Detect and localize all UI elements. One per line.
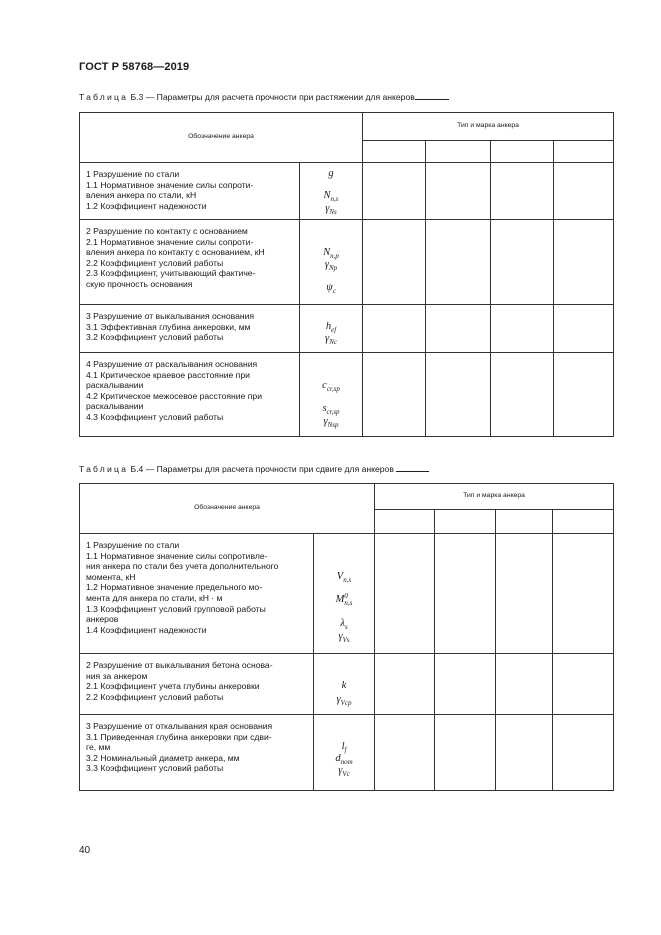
symbol-gamma-ns: $\gamma_{Ns}$	[325, 203, 337, 217]
table-cell	[375, 534, 435, 654]
row-line: 1.1 Нормативное значение силы сопроти-	[86, 179, 254, 190]
row-line: момента, кН	[86, 571, 136, 582]
table-cell	[553, 715, 614, 791]
symbol-d-nom: $d_{nom}$	[335, 753, 353, 767]
row-line: 1 Разрушение по стали	[86, 540, 180, 550]
table-b3-caption-text: Б.3 — Параметры для расчета прочности при растяжении для анкеров	[128, 92, 415, 102]
table-row	[80, 163, 614, 220]
table-b4-row-3-text	[80, 715, 314, 791]
row-line: 1.2 Коэффициент надежности	[86, 200, 207, 211]
row-line: ния за анкером	[86, 670, 148, 681]
table-b3-row-3-symbols	[300, 305, 363, 353]
row-line: 4.1 Критическое краевое расстояние при	[86, 369, 250, 380]
symbol-c-cr-sp: $c_{cr,sp}$	[322, 380, 340, 394]
symbol-m0-n-s: M 0 n,s	[335, 592, 353, 607]
table-cell	[496, 654, 553, 715]
table-b3-type-col-1	[363, 141, 426, 163]
table-cell	[491, 305, 554, 353]
symbol-n-n-s: $N_{n,s}$	[323, 190, 339, 204]
row-line: 1.4 Коэффициент надежности	[86, 624, 207, 635]
row-line: 1.1 Нормативное значение силы сопротивле-	[86, 550, 268, 561]
table-cell	[496, 715, 553, 791]
table-b3-type-col-4	[554, 141, 614, 163]
table-cell	[496, 534, 553, 654]
table-cell	[363, 353, 426, 437]
row-line: 2.1 Нормативное значение силы сопроти-	[86, 236, 254, 247]
table-cell	[426, 220, 491, 305]
symbol-gamma-vc: $\gamma_{Vc}$	[338, 765, 350, 779]
table-cell	[435, 654, 496, 715]
table-b3-row-4-symbols	[300, 353, 363, 437]
table-b4-type-col-4	[553, 510, 614, 534]
table-row	[80, 654, 614, 715]
table-cell	[435, 534, 496, 654]
table-b4	[79, 483, 614, 791]
table-cell	[554, 220, 614, 305]
table-b4-row-1-symbols	[314, 534, 375, 654]
table-cell	[363, 163, 426, 220]
symbol-v-n-s: $V_{n,s}$	[336, 571, 352, 585]
table-cell	[426, 163, 491, 220]
table-b3-header-type: Тип и марка анкера	[363, 113, 614, 141]
row-line: 3.2 Номинальный диаметр анкера, мм	[86, 752, 240, 763]
table-b3-row-3-text	[80, 305, 300, 353]
row-line: 2.3 Коэффициент, учитывающий фактиче-	[86, 268, 256, 279]
table-cell	[554, 305, 614, 353]
table-b3-caption-word: Таблица	[79, 92, 129, 102]
table-b4-caption-blank	[396, 464, 429, 472]
row-line: скую прочность основания	[86, 278, 193, 289]
table-row	[80, 353, 614, 437]
table-b3-type-col-2	[426, 141, 491, 163]
symbol-gamma-nsp: $\gamma_{Nsp}$	[323, 416, 339, 430]
symbol-g: g	[328, 168, 334, 179]
symbol-gamma-vcp: $\gamma_{Vcp}$	[336, 694, 352, 708]
table-cell	[554, 353, 614, 437]
table-cell	[491, 220, 554, 305]
row-line: 1 Разрушение по стали	[86, 169, 180, 179]
row-line: 2 Разрушение по контакту с основанием	[86, 226, 248, 236]
table-b3-row-1-symbols	[300, 163, 363, 220]
table-b3-caption-blank	[415, 92, 449, 100]
row-line: вления анкера по контакту с основанием, кН	[86, 247, 265, 258]
table-b4-row-2-symbols	[314, 654, 375, 715]
table-cell	[363, 305, 426, 353]
table-b4-type-col-2	[435, 510, 496, 534]
table-row	[80, 220, 614, 305]
table-b4-header-type: Тип и марка анкера	[375, 484, 614, 510]
table-cell	[491, 353, 554, 437]
table-b4-row-2-text	[80, 654, 314, 715]
symbol-k: k	[341, 680, 347, 691]
row-line: 3 Разрушение от откалывания края основания	[86, 721, 273, 731]
row-line: 2.2 Коэффициент условий работы	[86, 257, 224, 268]
document-code: ГОСТ Р 58768—2019	[79, 61, 190, 73]
table-b3-row-2-text	[80, 220, 300, 305]
row-line: 2 Разрушение от выкалывания бетона основа-	[86, 660, 273, 670]
table-b3	[79, 112, 614, 437]
table-cell	[426, 353, 491, 437]
table-cell	[491, 163, 554, 220]
table-b3-header-name: Обозначение анкера	[80, 113, 363, 163]
table-cell	[375, 654, 435, 715]
table-b3-row-1-text	[80, 163, 300, 220]
symbol-gamma-np: $\gamma_{Np}$	[324, 259, 338, 273]
row-line: ния анкера по стали без учета дополнительного	[86, 561, 279, 572]
row-line: раскалывании	[86, 380, 144, 391]
symbol-h-ef: $h_{ef}$	[325, 321, 337, 335]
row-line: анкеров	[86, 614, 119, 625]
table-b4-type-col-1	[375, 510, 435, 534]
symbol-gamma-nc: $\gamma_{Nc}$	[325, 333, 337, 347]
symbol-s-cr-sp: $s_{cr,sp}$	[322, 403, 340, 417]
row-line: 3.1 Эффективная глубина анкеровки, мм	[86, 321, 251, 332]
row-line: вления анкера по стали, кН	[86, 190, 197, 201]
table-b3-row-2-symbols	[300, 220, 363, 305]
symbol-psi-c: $\psi_c$	[326, 282, 336, 296]
row-line: раскалывании	[86, 401, 144, 412]
row-line: 4.3 Коэффициент условий работы	[86, 411, 224, 422]
row-line: мента для анкера по стали, кН · м	[86, 592, 223, 603]
row-line: ге, мм	[86, 742, 111, 753]
table-cell	[553, 534, 614, 654]
row-line: 2.1 Коэффициент учета глубины анкеровки	[86, 681, 260, 692]
table-cell	[435, 715, 496, 791]
table-cell	[553, 654, 614, 715]
symbol-l-f: $l_f$	[341, 741, 347, 755]
symbol-n-n-p: $N_{n,p}$	[323, 247, 339, 261]
table-cell	[375, 715, 435, 791]
row-line: 3.2 Коэффициент условий работы	[86, 332, 224, 343]
row-line: 3.3 Коэффициент условий работы	[86, 763, 224, 774]
row-line: 3 Разрушение от выкалывания основания	[86, 311, 255, 321]
symbol-lambda-s: $\lambda_s$	[340, 618, 348, 632]
table-b4-row-3-symbols	[314, 715, 375, 791]
row-line: 4 Разрушение от раскалывания основания	[86, 359, 258, 369]
table-b4-caption-word: Таблица	[79, 464, 129, 474]
table-row	[80, 715, 614, 791]
table-row	[80, 534, 614, 654]
row-line: 1.3 Коэффициент условий групповой работы	[86, 603, 266, 614]
table-cell	[554, 163, 614, 220]
table-b3-caption	[79, 92, 449, 102]
table-b4-header-name: Обозначение анкера	[80, 484, 375, 534]
table-b4-caption	[79, 464, 429, 474]
row-line: 1.2 Нормативное значение предельного мо-	[86, 582, 263, 593]
table-cell	[426, 305, 491, 353]
table-b4-type-col-3	[496, 510, 553, 534]
row-line: 4.2 Критическое межосевое расстояние при	[86, 390, 262, 401]
table-row	[80, 305, 614, 353]
row-line: 2.2 Коэффициент условий работы	[86, 691, 224, 702]
table-b3-type-col-3	[491, 141, 554, 163]
table-b3-row-4-text	[80, 353, 300, 437]
row-line: 3.1 Приведенная глубина анкеровки при сдви-	[86, 731, 272, 742]
page-number: 40	[79, 845, 91, 856]
symbol-gamma-vs: $\gamma_{Vs}$	[338, 631, 350, 645]
table-cell	[363, 220, 426, 305]
table-b4-caption-text: Б.4 — Параметры для расчета прочности при сдвиге для анкеров	[128, 464, 394, 474]
table-b4-row-1-text	[80, 534, 314, 654]
